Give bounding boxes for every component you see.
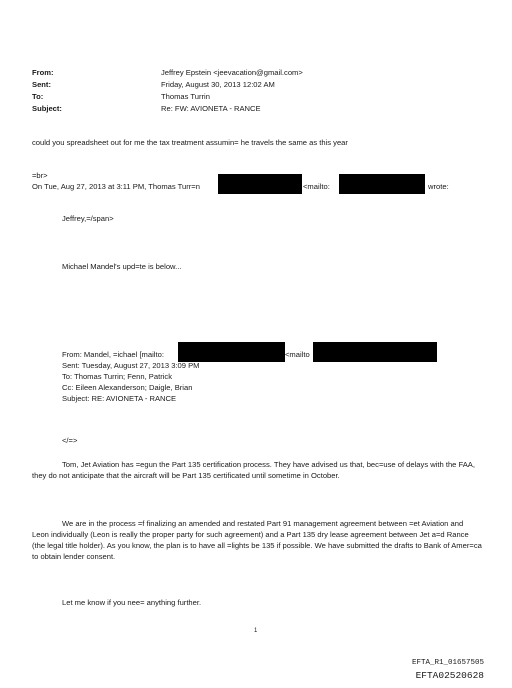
page-number: 1 xyxy=(254,628,258,634)
to-label: To: xyxy=(32,92,44,101)
from-value: Jeffrey Epstein <jeevacation@gmail.com> xyxy=(161,68,303,77)
to-value: Thomas Turrin xyxy=(161,92,210,101)
redaction-block xyxy=(178,342,285,362)
paragraph-agreement: We are in the process =f finalizing an amended and restated Part 91 management agreement between =et Aviation and Leon individually (Leon is really the proper party for such agreement) and a Part 135 dry lease agreement between Jet a=d Rance (the legal title holder). As you know, the plan is to have all =lights be 135 if possible. We have submitted the drafts to Bank of Amer=ca to obtain lender consent. xyxy=(32,519,482,561)
request-line: could you spreadsheet out for me the tax treatment assumin= he travels the same as this year xyxy=(32,138,348,147)
bates-id-secondary: EFTA02520628 xyxy=(415,670,484,681)
closing-line: Let me know if you nee= anything further. xyxy=(62,598,202,607)
update-line: Michael Mandel's upd=te is below... xyxy=(62,262,182,271)
from-label: From: xyxy=(32,68,54,77)
sent-label: Sent: xyxy=(32,80,51,89)
close-tag: </=> xyxy=(62,436,78,445)
redaction-block xyxy=(339,174,425,194)
bates-id-primary: EFTA_R1_01657505 xyxy=(411,659,484,667)
sent-value: Friday, August 30, 2013 12:02 AM xyxy=(161,80,275,89)
subject-label: Subject: xyxy=(32,104,62,113)
forwarded-sent: Sent: Tuesday, August 27, 2013 3:09 PM xyxy=(62,361,200,370)
redaction-block xyxy=(313,342,437,362)
forwarded-from-prefix: From: Mandel, =ichael [mailto: xyxy=(62,350,164,359)
quoted-header-wrote: wrote: xyxy=(428,182,449,191)
forwarded-to: To: Thomas Turrin; Fenn, Patrick xyxy=(62,372,173,381)
redaction-block xyxy=(218,174,302,194)
greeting: Jeffrey,=/span> xyxy=(62,214,114,223)
br-tag: =br> xyxy=(32,171,48,180)
quoted-header-mailto: <mailto: xyxy=(303,182,330,191)
forwarded-cc: Cc: Eileen Alexanderson; Daigle, Brian xyxy=(62,383,193,392)
forwarded-subject: Subject: RE: AVIONETA - RANCE xyxy=(62,394,177,403)
paragraph-certification: Tom, Jet Aviation has =egun the Part 135 certification process. They have advised us that, bec=use of delays with the FAA, they do not anticipate that the aircraft will be Part 135 certificated until sometime in October. xyxy=(32,460,475,480)
quoted-header-prefix: On Tue, Aug 27, 2013 at 3:11 PM, Thomas Turr=n xyxy=(32,182,200,191)
forwarded-from-mailto: <mailto xyxy=(285,350,310,359)
subject-value: Re: FW: AVIONETA - RANCE xyxy=(161,104,261,113)
